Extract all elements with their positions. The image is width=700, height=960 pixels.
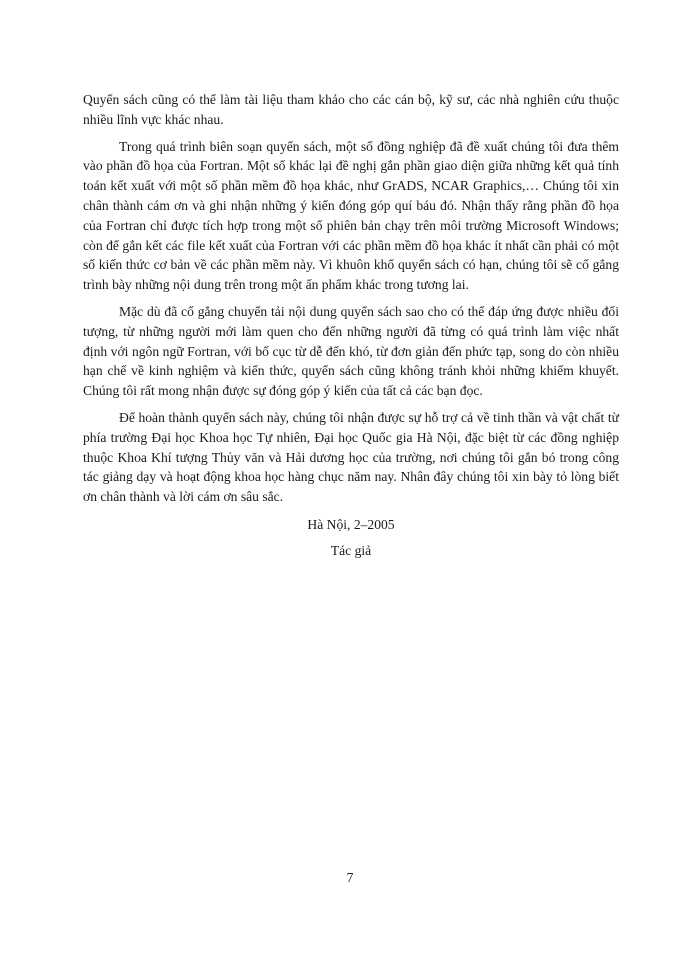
place-date: Hà Nội, 2–2005 (307, 516, 395, 532)
page-body (83, 90, 619, 565)
paragraph-continuation: Quyển sách cũng có thể làm tài liệu tham khảo cho các cán bộ, kỹ sư, các nhà nghiên cứu thuộc nhiều lĩnh vực khác nhau. (83, 92, 619, 127)
paragraph-acknowledgements: Để hoàn thành quyển sách này, chúng tôi nhận được sự hỗ trợ cả về tinh thần và vật chất từ phía trường Đại học Khoa học Tự nhiên, Đại học Quốc gia Hà Nội, đặc biệt từ các đồng nghiệp thuộc Khoa Khí tượng Thủy văn và Hải dương học của trường, nơi chúng tôi gắn bó trong công tác giảng dạy và hoạt động khoa học hàng chục năm nay. Nhân đây chúng tôi xin bày tỏ lòng biết ơn chân thành và lời cám ơn sâu sắc. (83, 409, 619, 505)
paragraph-suggestions: Trong quá trình biên soạn quyển sách, một số đồng nghiệp đã đề xuất chúng tôi đưa thêm vào phần đồ họa của Fortran. Một số khác lại đề nghị gắn phần giao diện giữa những kết quả tính toán kết xuất với một số phần mềm đồ họa khác, như GrADS, NCAR Graphics,… Chúng tôi xin chân thành cám ơn và ghi nhận những ý kiến đóng góp quí báu đó. Nhận thấy rằng phần đồ họa của Fortran chỉ được tích hợp trong một số phiên bản chạy trên môi trường Microsoft Windows; còn để gắn kết các file kết xuất của Fortran với các phần mềm đồ họa khác ít nhất cần phải có một số kiến thức cơ bản về các phần mềm này. Vì khuôn khổ quyển sách có hạn, chúng tôi sẽ cố gắng trình bày những nội dung trên trong một ấn phẩm khác trong tương lai. (83, 138, 619, 293)
signature: Tác giả (330, 542, 372, 558)
page-number: 7 (346, 870, 354, 885)
paragraph-limitations: Mặc dù đã cố gắng chuyển tải nội dung quyển sách sao cho có thể đáp ứng được nhiều đối tượng, từ những người mới làm quen cho đến những người đã từng có quá trình làm việc nhất định với ngôn ngữ Fortran, với bố cục từ dễ đến khó, từ đơn giản đến phức tạp, song do còn nhiều hạn chế về kinh nghiệm và kiến thức, quyển sách cũng không tránh khỏi những khiếm khuyết. Chúng tôi rất mong nhận được sự đóng góp ý kiến của tất cả các bạn đọc. (83, 303, 619, 399)
